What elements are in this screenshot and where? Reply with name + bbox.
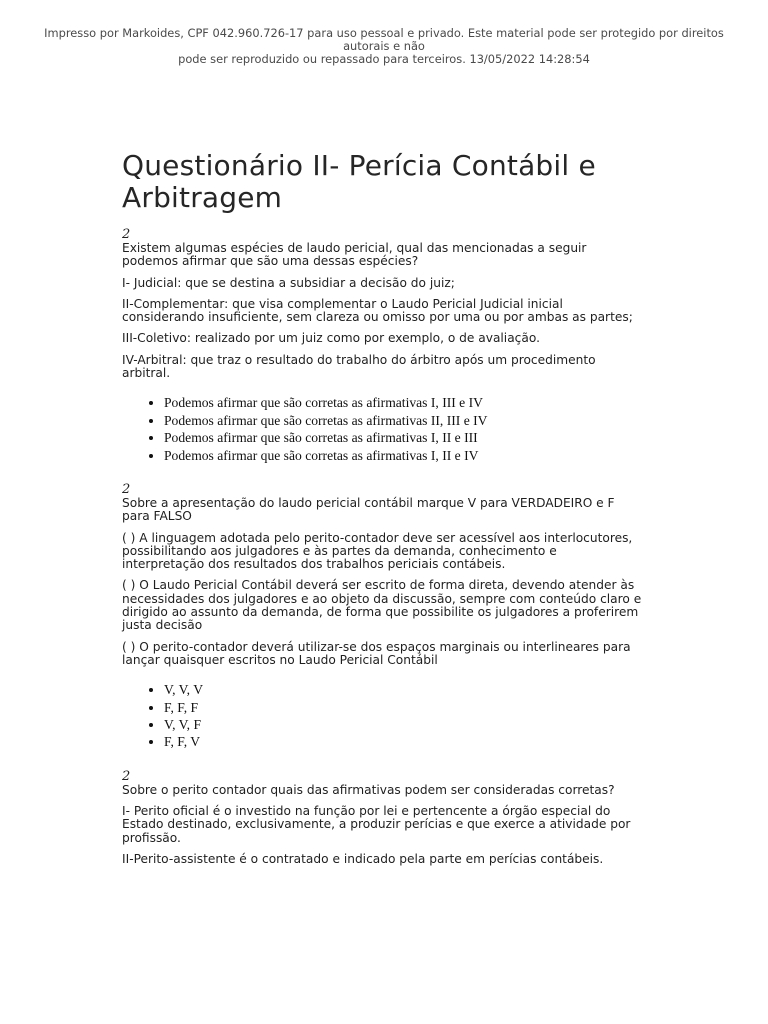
statement-paragraph: ( ) A linguagem adotada pelo perito-contador deve ser acessível aos interlocutores, possibilitando aos julgadores e às partes da demanda, conhecimento e interpretação dos resultados dos trabalhos periciais contábeis.: [122, 530, 633, 572]
answer-option: • Podemos afirmar que são corretas as afirmativas II, III e IV: [164, 412, 642, 429]
statement-paragraph: ( ) O perito-contador deverá utilizar-se dos espaços marginais ou interlineares para lançar quaisquer escritos no Laudo Pericial Contábil: [122, 639, 631, 667]
answer-option: • F, F, V: [164, 733, 642, 750]
question-text: Sobre a apresentação do laudo pericial contábil marque V para VERDADEIRO e F para FALSO: [122, 496, 615, 524]
statement-paragraph: II-Complementar: que visa complementar o Laudo Pericial Judicial inicial considerando insuficiente, sem clareza ou omisso por uma ou por ambas as partes;: [122, 296, 633, 325]
question-text: Sobre o perito contador quais das afirmativas podem ser consideradas corretas?: [122, 782, 615, 797]
statement-paragraph: II-Perito-assistente é o contratado e indicado pela parte em perícias contábeis.: [122, 852, 604, 867]
question-text: Existem algumas espécies de laudo pericial, qual das mencionadas a seguir podemos afirmar que são uma dessas espécies?: [122, 241, 587, 269]
copyright-watermark: [20, 27, 748, 66]
question-number: 2: [122, 227, 131, 242]
answer-option: • F, F, F: [164, 699, 642, 716]
answer-option: • Podemos afirmar que são corretas as afirmativas I, II e IV: [164, 447, 642, 464]
statement-paragraph: IV-Arbitral: que traz o resultado do trabalho do árbitro após um procedimento arbitral.: [122, 352, 596, 381]
question-number: 2: [122, 768, 131, 784]
page-title-line-2: Arbitragem: [122, 181, 283, 214]
question-block: [122, 770, 642, 866]
answer-options-list: [122, 394, 642, 464]
page-title-line-1: Questionário II- Perícia Contábil e: [122, 149, 596, 182]
document-content: [122, 150, 642, 885]
question-number: 2: [122, 482, 131, 497]
watermark-line-2: pode ser reproduzido ou repassado para terceiros. 13/05/2022 14:28:54: [178, 52, 590, 66]
page-title: [122, 150, 642, 214]
question-block: [122, 483, 642, 751]
answer-option: • Podemos afirmar que são corretas as afirmativas I, III e IV: [164, 394, 642, 411]
answer-option: • Podemos afirmar que são corretas as afirmativas I, II e III: [164, 429, 642, 446]
statement-paragraph: I- Perito oficial é o investido na função por lei e pertencente a órgão especial do Estado destinado, exclusivamente, a produzir perícias e que exerce a atividade por profissão.: [122, 804, 631, 845]
answer-options-list: [122, 681, 642, 751]
statement-paragraph: ( ) O Laudo Pericial Contábil deverá ser escrito de forma direta, devendo atender às necessidades dos julgadores e ao objeto da discussão, sempre com conteúdo claro e dirigido ao assunto da demanda, de forma que possibilite os julgadores a proferirem justa decisão: [122, 578, 642, 633]
question-block: [122, 228, 642, 464]
statement-paragraph: I- Judicial: que se destina a subsidiar a decisão do juiz;: [122, 275, 455, 290]
statement-paragraph: III-Coletivo: realizado por um juiz como por exemplo, o de avaliação.: [122, 331, 540, 346]
watermark-line-1: Impresso por Markoides, CPF 042.960.726-17 para uso pessoal e privado. Este material pode ser protegido por direitos autorais e não: [44, 26, 724, 53]
answer-option: • V, V, F: [164, 716, 642, 733]
answer-option: • V, V, V: [164, 681, 642, 698]
